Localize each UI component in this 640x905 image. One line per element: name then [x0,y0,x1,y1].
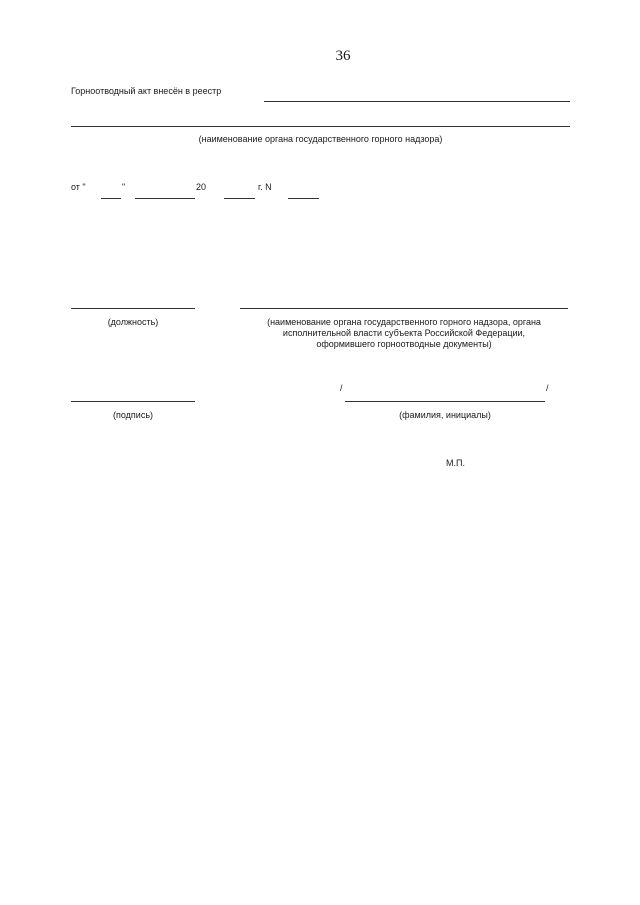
stamp-label: М.П. [446,458,465,468]
position-line[interactable] [71,308,195,309]
date-quote-close: " [122,182,126,192]
signature-line[interactable] [71,401,195,402]
date-month-line[interactable] [135,198,195,199]
number-line[interactable] [288,198,319,199]
number-label: г. N [258,182,272,192]
registry-organ-caption: (наименование органа государственного горного надзора) [198,134,443,144]
date-year-prefix: 20 [196,182,207,192]
date-day-line[interactable] [101,198,121,199]
date-year-line[interactable] [224,198,255,199]
date-prefix: от " [71,182,86,192]
organ-full-caption-line-3: оформившего горноотводные документы) [316,339,492,349]
page-number: 36 [335,48,351,64]
position-caption: (должность) [107,317,159,327]
organ-full-caption [220,317,588,350]
organ-full-caption-line-2: исполнительной власти субъекта Российской Федерации, [282,328,526,338]
registry-fill-line[interactable] [264,101,570,102]
registry-organ-line[interactable] [71,126,570,127]
name-slash-left: / [340,383,343,393]
name-caption: (фамилия, инициалы) [399,410,491,420]
registry-intro-text: Горноотводный акт внесён в реестр [71,86,222,96]
organ-full-line[interactable] [240,308,568,309]
name-slash-right: / [546,383,549,393]
organ-full-caption-line-1: (наименование органа государственного горного надзора, органа [267,317,541,327]
name-line[interactable] [345,401,545,402]
signature-caption: (подпись) [112,410,154,420]
